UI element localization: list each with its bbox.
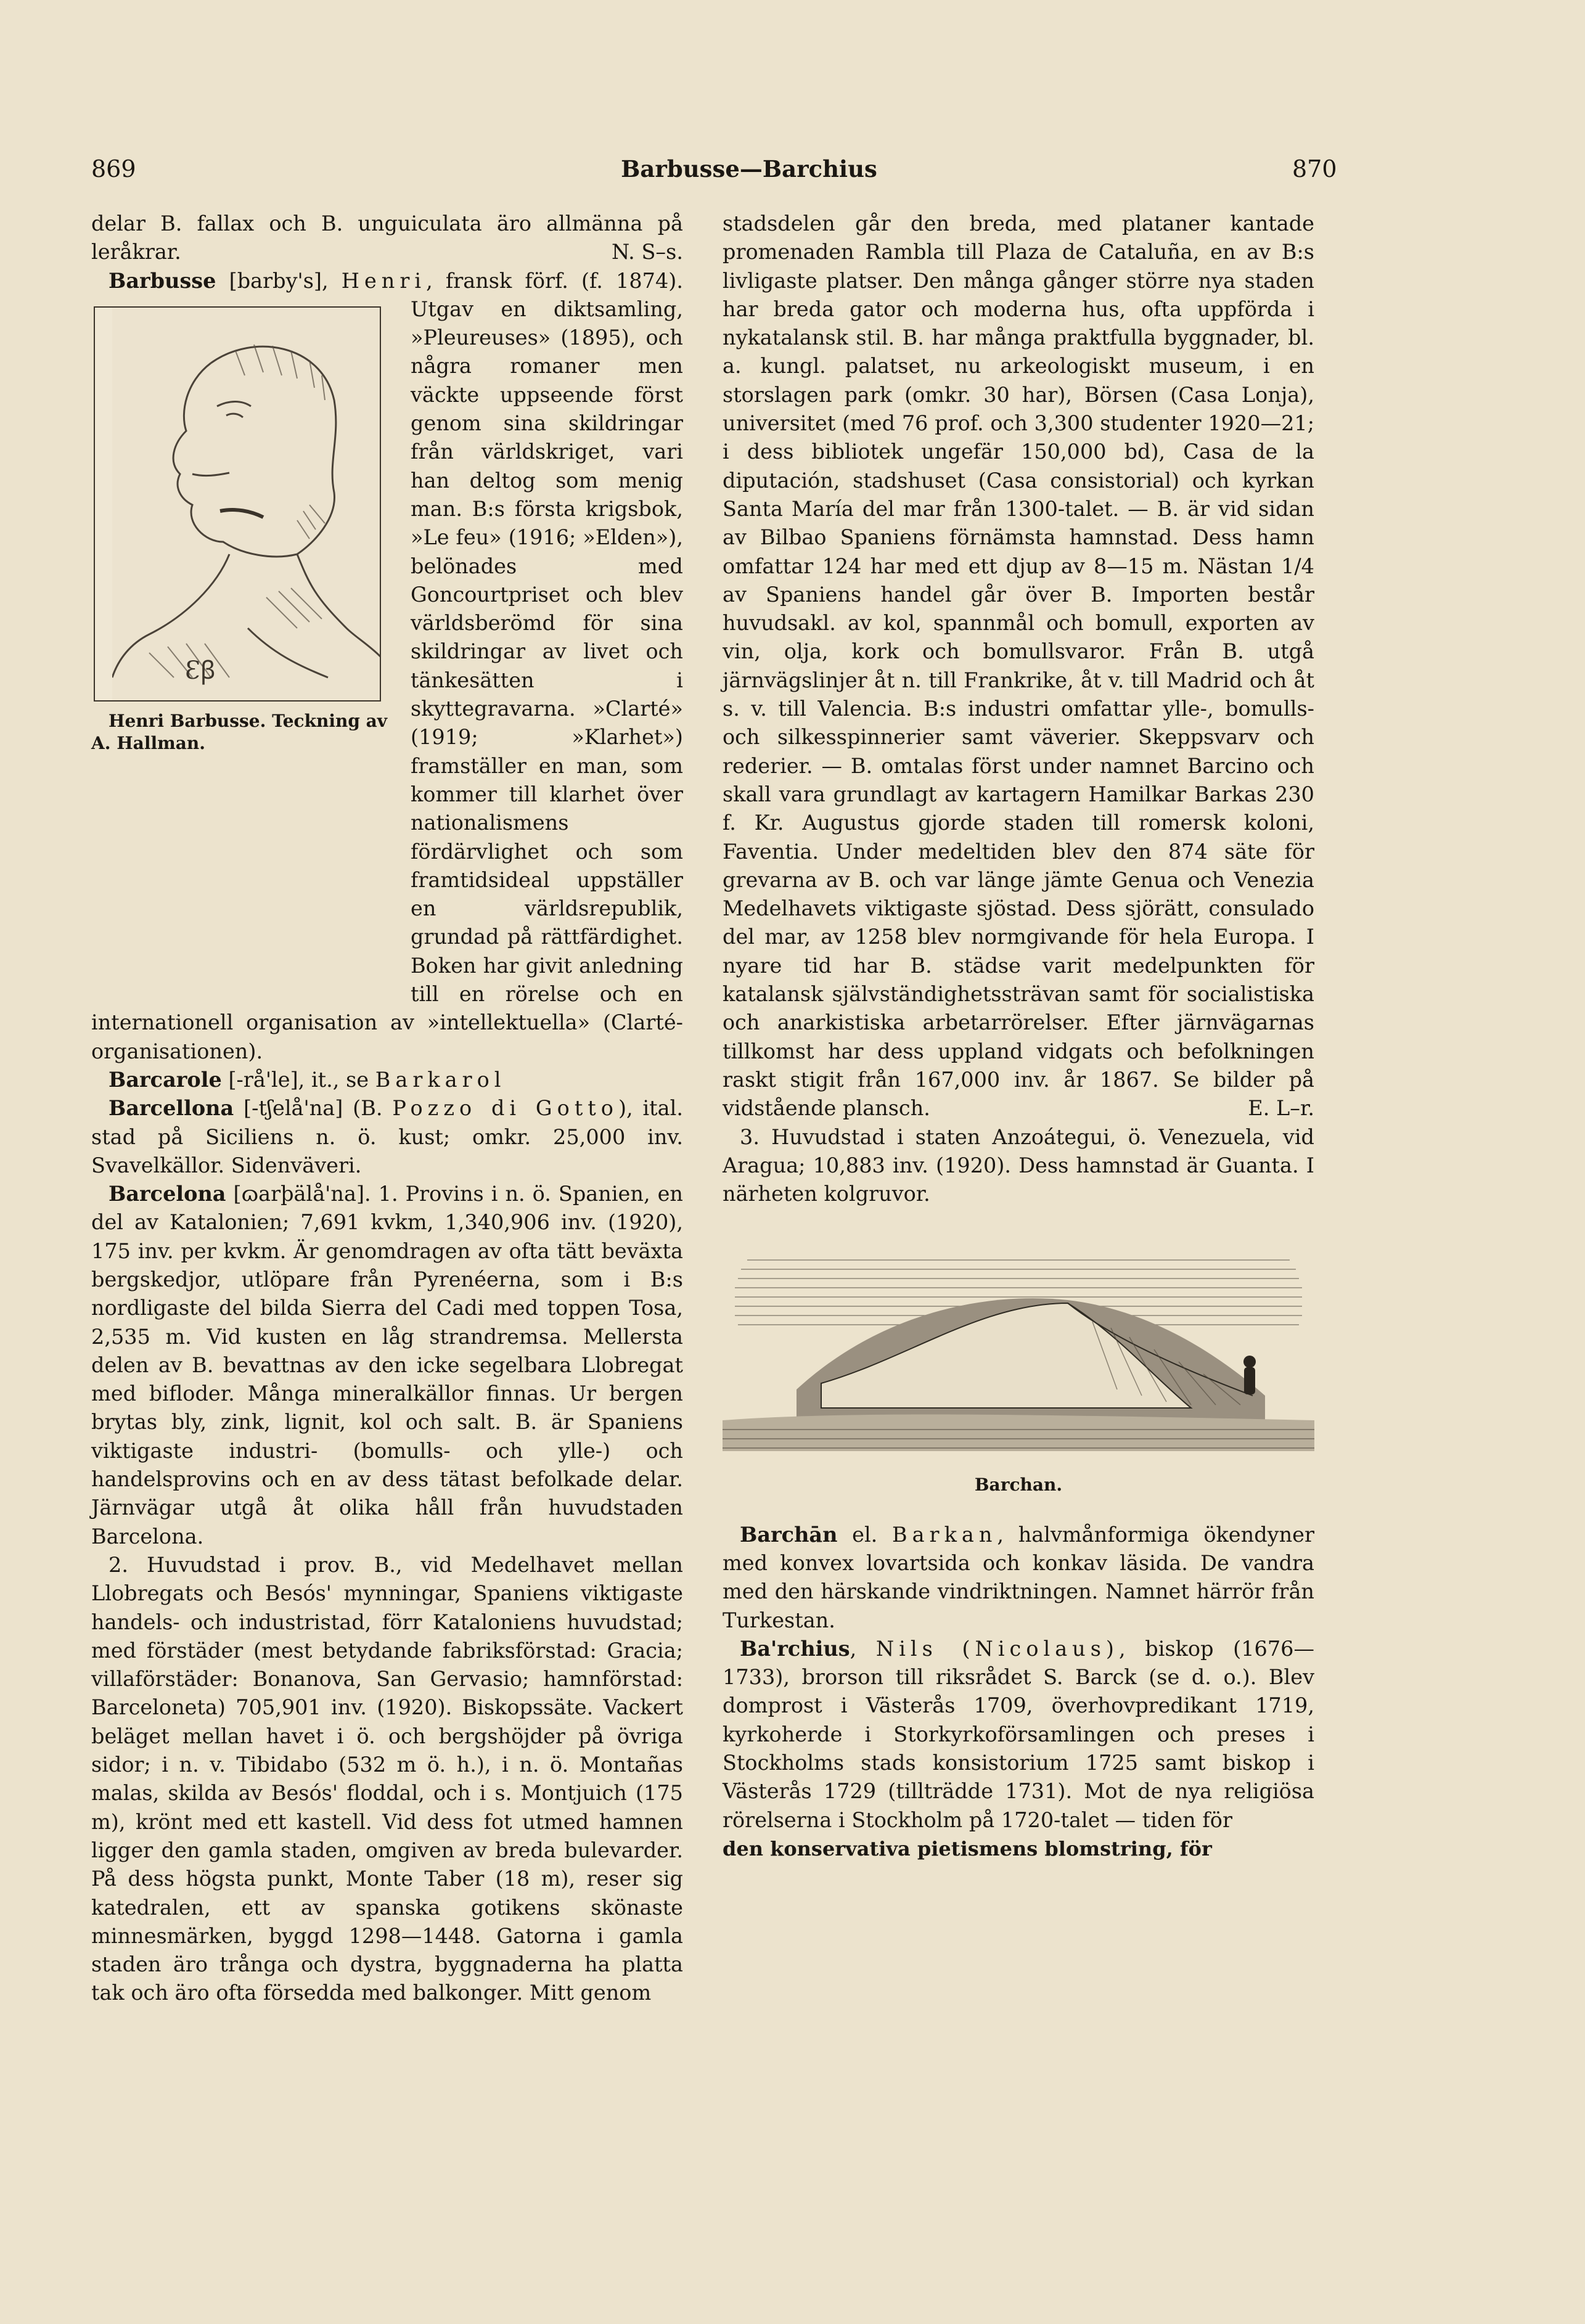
- headword: Barcelona: [109, 1182, 226, 1206]
- svg-text:Ɛꞵ: Ɛꞵ: [185, 656, 216, 685]
- barbusse-portrait-drawing: [112, 308, 381, 700]
- entry-continuation: delar B. fallax och B. unguiculata äro allmänna på leråkrar. N. S–s.: [91, 210, 683, 267]
- headword: Barcellona: [109, 1096, 234, 1121]
- cross-reference: Barkarol: [375, 1067, 506, 1092]
- barchan-figure: [723, 1235, 1314, 1451]
- barchan-caption: Barchan.: [974, 1475, 1063, 1495]
- entry-barcelona: Barcelona [ɷarþälå'na]. 1. Provins i n. ö. Spanien, en del av Katalonien; 7,691 kvkm, 1,340,906 inv. (1920), 175 inv. per kvkm. Är genomdragen av ofta tätt beväxta bergskedjor, utlöpare från Pyrenéerna, som i B:s nordligaste del bilda Sierra del Cadi med toppen Tosa, 2,535 m. Vid kusten en låg strandremsa. Mellersta delen av B. bevattnas av den icke segelbara Llobregat med bifloder. Många mineralkällor finnas. Ur bergen brytas bly, zink, lignit, kol och salt. B. är Spaniens viktigaste industri- (bomulls- och ylle-) och handelsprovins och en av dess tätast befolkade delar. Järnvägar utgå åt olika håll från huvudstaden Barcelona.: [91, 1182, 683, 1549]
- entry-barcelona-3: 3. Huvudstad i staten Anzoátegui, ö. Venezuela, vid Aragua; 10,883 inv. (1920). Dess hamnstad är Guanta. I närheten kolgruvor.: [723, 1124, 1314, 1206]
- signature: N. S–s.: [611, 240, 683, 264]
- entry-barcelona-2: 2. Huvudstad i prov. B., vid Medelhavet mellan Llobregats och Besós' mynningar, Spaniens viktigaste handels- och industristad, förr Kataloniens huvudstad; med förstäder (mest betydande fabriksförstad: Gracia; villaförstäder: Bonanova, San Gervasio; hamnförstad: Barceloneta) 705,901 inv. (1920). Biskopssäte. Vackert beläget mellan havet i ö. och bergshöjder på övriga sidor; i n. v. Tibidabo (532 m ö. h.), i n. ö. Montañas malas, skilda av Besós' floddal, och i s. Montjuich (175 m), krönt med ett kastell. Vid dess fot utmed hamnen ligger den gamla staden, omgiven av breda bulevarder. På dess högsta punkt, Monte Taber (18 m), reser sig katedralen, ett av spanska gotikens skönaste minnesmärken, byggd 1298—1448. Gatorna i gamla staden äro trånga och dystra, byggnaderna ha platta tak och äro ofta försedda med balkonger. Mitt genom: [91, 1552, 683, 2005]
- portrait-image: [94, 306, 381, 702]
- barchan-dune-drawing: [723, 1235, 1314, 1451]
- headword: Barchān: [740, 1522, 838, 1547]
- bottom-line: den konservativa pietismens blomstring, för: [723, 1836, 1212, 1860]
- signature: E. L–r.: [1248, 1096, 1314, 1121]
- page-number-left: 869: [91, 155, 136, 182]
- page-number-right: 870: [1292, 155, 1337, 182]
- entry-barchan: Barchān el. Barkan, halvmånformiga ökendyner med konvex lovartsida och konkav läsida. De vandra med den härskande vindriktningen. Namnet härrör från Turkestan.: [723, 1522, 1314, 1632]
- entry-barbusse: Barbusse [barby's], Henri Ɛꞵ Henri Barbusse. Teckning av A. Hallman. , fransk förf. (f. 1874). Utgav en diktsamling, »Pleureuses» (1895), och några romaner men väckte uppseende först genom sina skildringar från världskriget, vari han deltog som menig man. B:s första krigsbok, »Le feu» (1916; »Elden»), belönades med Goncourtpriset och blev världsberömd för sina skildringar av livet och tänkesätten i skyttegravarna. »Clarté» (1919; »Klarhet») framställer en man, som kommer till klarhet över nationalismens fördärvlighet och som framtidsideal uppställer en världsrepublik, grundad på rättfärdighet. Boken har givit anledning till en rörelse och en internationell organisation av »intellektuella» (Clarté-organisationen).: [91, 268, 683, 1063]
- portrait-caption: Henri Barbusse. Teckning av A. Hallman.: [91, 710, 388, 753]
- entry-barchius: Ba'rchius, Nils (Nicolaus), biskop (1676—1733), brorson till riksrådet S. Barck (se d. o.). Blev domprost i Västerås 1709, överhovpredikant 1719, kyrkoherde i Storkyrkoförsamlingen och preses i Stockholms stads konsistorium 1725 samt biskop i Västerås 1729 (tillträdde 1731). Mot de nya religiösa rörelserna i Stockholm på 1720-talet — tiden för: [723, 1636, 1314, 1832]
- entry-barcelona-continued: stadsdelen går den breda, med plataner kantade promenaden Rambla till Plaza de Cataluña, en av B:s livligaste platser. Den många gånger större nya staden har breda gator och moderna hus, ofta uppförda i nykatalansk stil. B. har många praktfulla byggnader, bl. a. kungl. palatset, nu arkeologiskt museum, i en storslagen park (omkr. 30 har), Börsen (Casa Lonja), universitet (med 76 prof. och 3,300 studenter 1920—21; i dess bibliotek ungefär 150,000 bd), Casa de la diputación, stadshuset (Casa consistorial) och kyrkan Santa María del mar från 1300-talet. — B. är vid sidan av Bilbao Spaniens förnämsta hamnstad. Dess hamn omfattar 124 har med ett djup av 8—15 m. Nästan 1/4 av Spaniens handel går över B. Importen består huvudsakl. av kol, spannmål och bomull, exporten av vin, olja, kork och bomullsvaror. Från B. utgå järnvägslinjer åt n. till Frankrike, åt v. till Madrid och åt s. v. till Valencia. B:s industri omfattar ylle-, bomulls- och silkesspinnerier samt väverier. Skeppsvarv och rederier. — B. omtalas först under namnet Barcino och skall vara grundlagt av kartagern Hamilkar Barkas 230 f. Kr. Augustus gjorde staden till romersk koloni, Faventia. Under medeltiden blev den 874 säte för grevarna av B. och var länge jämte Genua och Venezia Medelhavets viktigaste sjöstad. Dess sjörätt, consulado del mar, av 1258 blev normgivande för hela Europa. I nyare tid har B. städse varit medelpunkten för katalansk självständighetssträvan samt för socialistiska och anarkistiska arbetarrörelser. Efter järnvägarnas tillkomst har dess uppland vidgats och befolkningen raskt stigit från 167,000 inv. år 1867. Se bilder på vidstående plansch. E. L–r.: [723, 210, 1314, 1123]
- entry-barcellona: Barcellona [-tʃelå'na] (B. Pozzo di Gotto), ital. stad på Siciliens n. ö. kust; omkr. 25,000 inv. Svavelkällor. Sidenväveri.: [91, 1096, 683, 1177]
- portrait-figure: [91, 300, 399, 997]
- headword: Barbusse: [109, 268, 216, 293]
- left-column: [91, 210, 683, 2008]
- headword: Ba'rchius: [740, 1636, 850, 1661]
- right-column: [723, 210, 1314, 1863]
- entry-barcarole: Barcarole [-rå'le], it., se Barkarol: [109, 1067, 506, 1092]
- running-head: Barbusse—Barchius: [621, 155, 877, 182]
- headword: Barcarole: [109, 1067, 222, 1092]
